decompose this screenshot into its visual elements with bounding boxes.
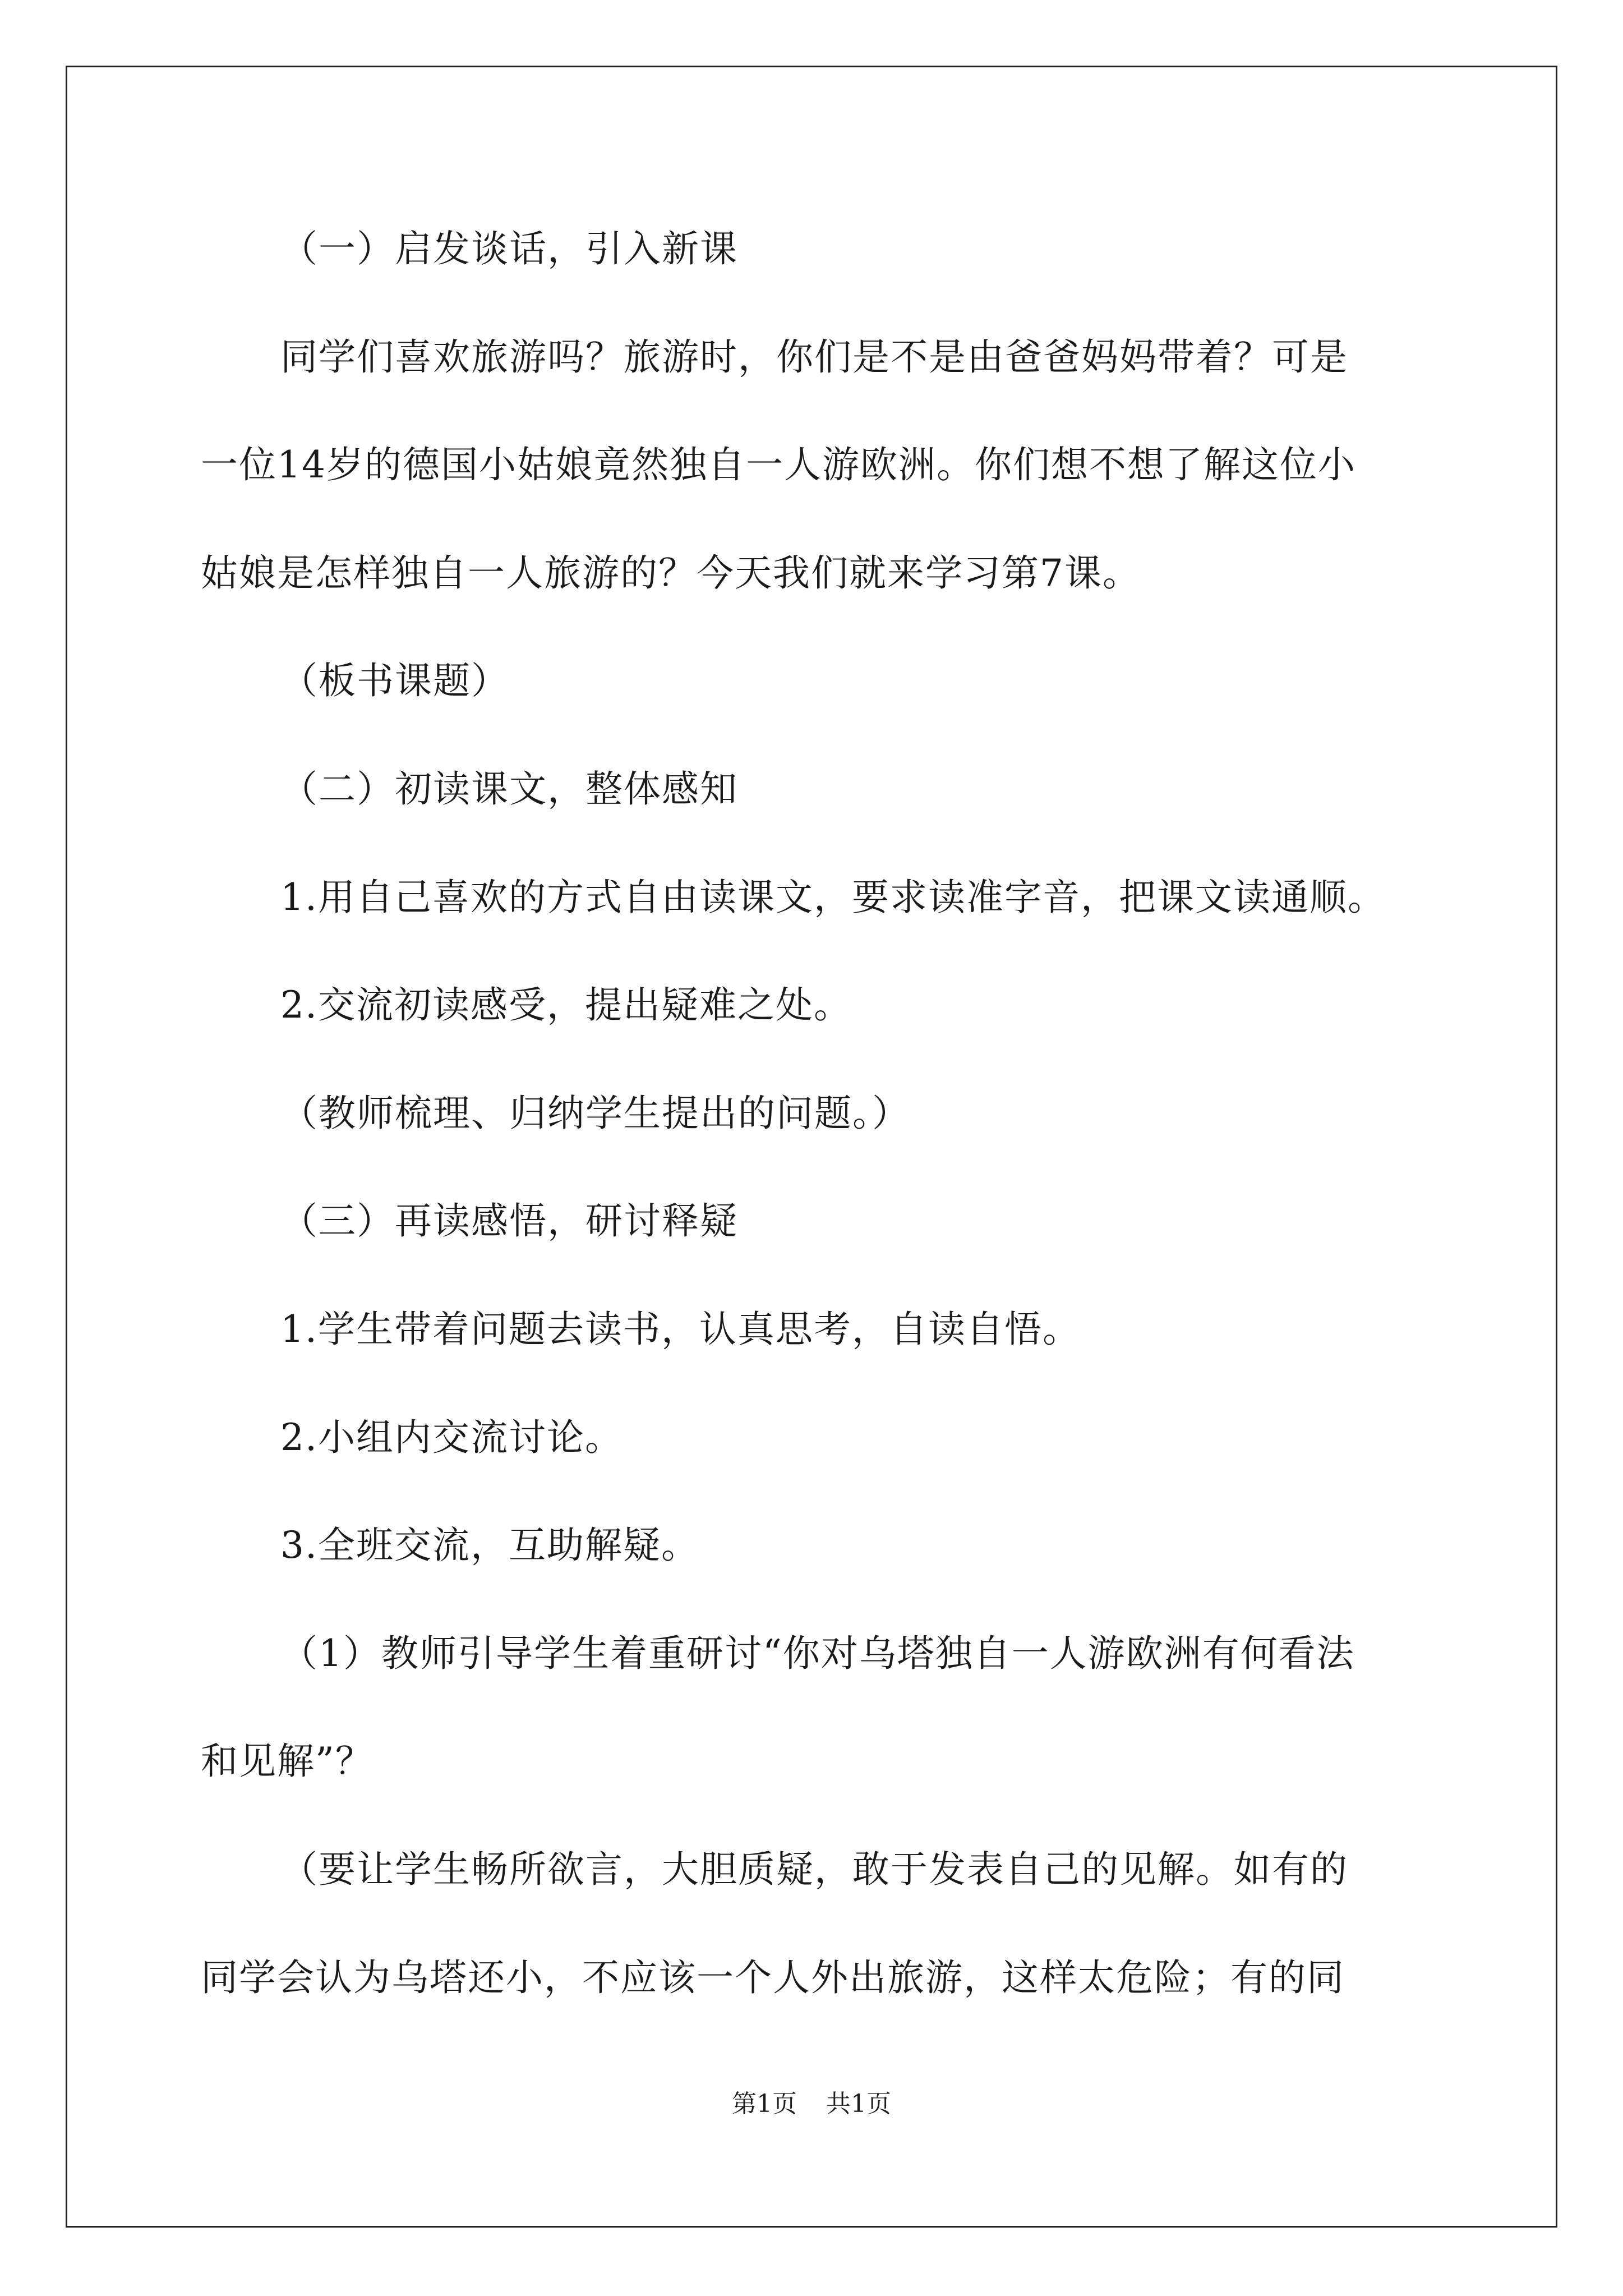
paragraph-line: 同学们喜欢旅游吗？旅游时，你们是不是由爸爸妈妈带着？可是 — [280, 335, 1348, 379]
note-line: （教师梳理、归纳学生提出的问题。） — [280, 1092, 910, 1135]
sub-item: （1）教师引导学生着重研讨“你对乌塔独自一人游欧洲有何看法 — [280, 1632, 1355, 1675]
note-line: （板书课题） — [280, 659, 509, 702]
paragraph-line: 姑娘是怎样独自一人旅游的？今天我们就来学习第7课。 — [201, 551, 1141, 595]
heading-section-2: （二）初读课文，整体感知 — [280, 767, 738, 811]
heading-section-1: （一）启发谈话，引入新课 — [280, 227, 738, 270]
paragraph-line: （要让学生畅所欲言，大胆质疑，敢于发表自己的见解。如有的 — [280, 1848, 1348, 1891]
list-item: 2.交流初读感受，提出疑难之处。 — [280, 983, 852, 1027]
list-item: 1.学生带着问题去读书，认真思考，自读自悟。 — [280, 1308, 1081, 1351]
list-item: 1.用自己喜欢的方式自由读课文，要求读准字音，把课文读通顺。 — [280, 876, 1386, 919]
page-number-current: 第1页 — [732, 2090, 797, 2118]
page-number-total: 共1页 — [826, 2090, 891, 2118]
paragraph-line: 同学会认为乌塔还小，不应该一个人外出旅游，这样太危险；有的同 — [201, 1956, 1345, 1999]
heading-section-3: （三）再读感悟，研讨释疑 — [280, 1199, 738, 1243]
paragraph-line: 和见解”？ — [201, 1740, 374, 1783]
list-item: 3.全班交流，互助解疑。 — [280, 1524, 699, 1567]
list-item: 2.小组内交流讨论。 — [280, 1416, 623, 1459]
page-footer — [0, 2089, 1623, 2119]
paragraph-line: 一位14岁的德国小姑娘竟然独自一人游欧洲。你们想不想了解这位小 — [201, 443, 1356, 486]
